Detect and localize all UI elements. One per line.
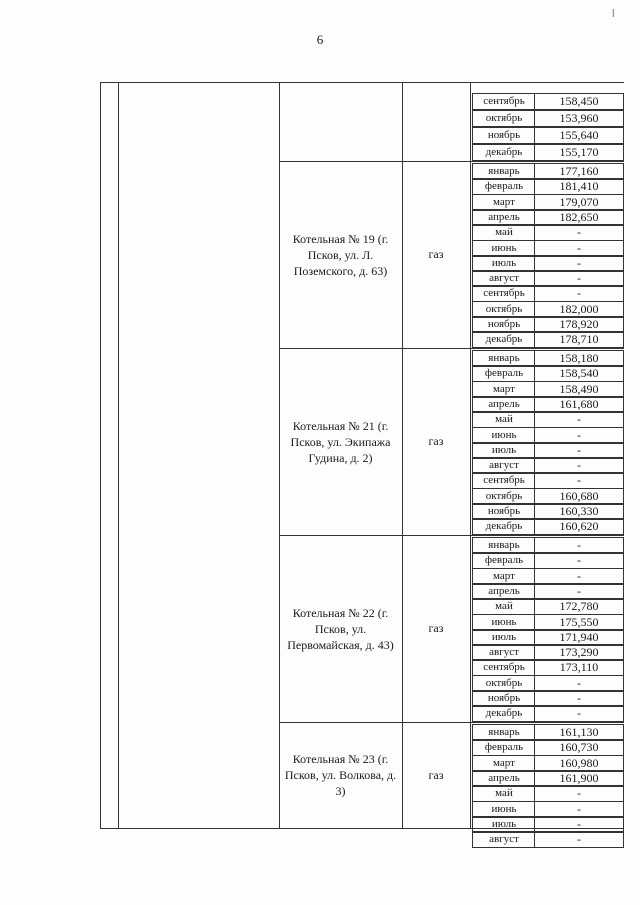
month-cell: февраль [472,178,535,195]
table-row [470,724,624,740]
value-cell: 171,940 [534,629,624,646]
table-row [470,690,624,706]
value-cell: - [534,224,624,241]
value-cell: - [534,537,624,554]
table-row [470,396,624,412]
table-row [470,93,624,109]
table-row [470,472,624,488]
month-cell: февраль [472,739,535,756]
value-cell: 173,110 [534,659,624,676]
month-cell: май [472,411,535,428]
value-cell: 160,730 [534,739,624,756]
value-cell: - [534,675,624,692]
month-cell: январь [472,537,535,554]
value-cell: - [534,568,624,585]
month-cell: апрель [472,770,535,787]
month-cell: август [472,644,535,661]
value-cell: 178,710 [534,331,624,348]
table-row [470,785,624,801]
value-cell: 181,410 [534,178,624,195]
fuel-type: газ [428,621,444,635]
value-cell: - [534,442,624,459]
value-cell: 173,290 [534,644,624,661]
value-cell: - [534,816,624,833]
value-cell: 182,650 [534,209,624,226]
value-cell: 155,170 [534,144,624,161]
fuel-type [402,83,470,161]
value-cell: 172,780 [534,598,624,615]
table-row [470,127,624,143]
table-row [470,350,624,366]
table-row [470,316,624,332]
month-cell: апрель [472,396,535,413]
boiler-section [279,722,624,847]
month-cell: апрель [472,209,535,226]
value-cell: 158,540 [534,365,624,382]
month-cell: август [472,270,535,287]
month-cell: сентябрь [472,93,535,110]
month-cell: март [472,755,535,772]
month-cell: август [472,831,535,848]
boiler-section [279,535,624,722]
value-cell: 160,620 [534,518,624,535]
boiler-name: Котельная № 23 (г. Псков, ул. Волкова, д. 3) [284,752,397,798]
month-cell: сентябрь [472,472,535,489]
month-cell: февраль [472,552,535,569]
table-row [470,427,624,443]
table-row [470,598,624,614]
table-row [470,381,624,397]
month-cell: ноябрь [472,316,535,333]
month-cell: май [472,598,535,615]
table-row [470,194,624,210]
month-cell: март [472,568,535,585]
table-row [470,411,624,427]
table-row [470,755,624,771]
table-row [470,365,624,381]
table-column-divider [118,83,119,828]
table-row [470,537,624,553]
value-cell: - [534,457,624,474]
month-cell: ноябрь [472,690,535,707]
value-cell: 155,640 [534,127,624,144]
table-row [470,552,624,568]
boiler-name: Котельная № 19 (г. Псков, ул. Л. Поземского, д. 63) [292,231,389,278]
value-cell: 182,000 [534,301,624,318]
page-number: 6 [316,32,324,47]
table-row [470,301,624,317]
value-cell: - [534,411,624,428]
month-cell: сентябрь [472,659,535,676]
month-cell: июнь [472,614,535,631]
boiler-name: Котельная № 22 (г. Псков, ул. Первомайская, д. 43) [287,605,394,652]
table-row [470,568,624,584]
month-cell: сентябрь [472,285,535,302]
value-cell: - [534,690,624,707]
month-cell: август [472,457,535,474]
table-row [470,816,624,832]
month-cell: октябрь [472,110,535,127]
table-row [470,163,624,179]
table-row [470,255,624,271]
value-cell: 161,680 [534,396,624,413]
table-row [470,224,624,240]
table-row [470,801,624,817]
boiler-section [279,83,624,161]
month-cell: апрель [472,583,535,600]
month-cell: декабрь [472,331,535,348]
boiler-section [279,348,624,535]
table-row [470,675,624,691]
month-cell: июнь [472,801,535,818]
boiler-table [100,82,624,847]
month-cell: ноябрь [472,127,535,144]
value-cell: 153,960 [534,110,624,127]
month-cell: октябрь [472,675,535,692]
fuel-type: газ [428,434,444,448]
month-cell: октябрь [472,488,535,505]
boiler-name: Котельная № 21 (г. Псков, ул. Экипажа Гудина, д. 2) [290,418,391,465]
table-row [470,488,624,504]
value-cell: 175,550 [534,614,624,631]
value-cell: 161,900 [534,770,624,787]
boiler-name [279,83,402,161]
month-cell: январь [472,724,535,741]
value-cell: 160,680 [534,488,624,505]
month-cell: июль [472,255,535,272]
boiler-section [279,161,624,348]
month-cell: декабрь [472,518,535,535]
value-cell: - [534,705,624,722]
corner-mark: ǀ [612,6,615,20]
value-cell: 179,070 [534,194,624,211]
month-cell: декабрь [472,144,535,161]
table-row [470,614,624,630]
table-row [470,503,624,519]
value-cell: - [534,270,624,287]
month-cell: март [472,194,535,211]
table-row [470,705,624,721]
month-cell: ноябрь [472,503,535,520]
value-cell: 158,490 [534,381,624,398]
value-cell: - [534,240,624,257]
month-cell: июнь [472,240,535,257]
value-cell: - [534,285,624,302]
fuel-type: газ [428,767,444,782]
value-cell: - [534,785,624,802]
month-cell: октябрь [472,301,535,318]
table-row [470,644,624,660]
table-row [470,240,624,256]
fuel-type: газ [428,247,444,261]
table-row [470,457,624,473]
table-row [470,285,624,301]
value-cell: - [534,552,624,569]
table-row [470,442,624,458]
month-cell: май [472,785,535,802]
month-cell: июль [472,629,535,646]
table-row [470,110,624,126]
value-cell: 158,180 [534,350,624,367]
month-cell: июль [472,816,535,833]
table-row [470,831,624,847]
table-row [470,270,624,286]
value-cell: 160,330 [534,503,624,520]
month-cell: май [472,224,535,241]
month-cell: январь [472,163,535,180]
month-cell: декабрь [472,705,535,722]
month-cell: февраль [472,365,535,382]
table-row [470,739,624,755]
value-cell: - [534,255,624,272]
table-row [470,209,624,225]
value-cell: - [534,472,624,489]
month-cell: январь [472,350,535,367]
month-cell: июнь [472,427,535,444]
month-cell: март [472,381,535,398]
value-cell: - [534,427,624,444]
value-cell: 177,160 [534,163,624,180]
value-cell: 158,450 [534,93,624,110]
value-cell: 160,980 [534,755,624,772]
table-row [470,178,624,194]
table-row [470,583,624,599]
table-row [470,629,624,645]
table-row [470,659,624,675]
month-cell: июль [472,442,535,459]
value-cell: - [534,831,624,848]
table-row [470,770,624,786]
value-cell: - [534,801,624,818]
table-row [470,331,624,347]
value-cell: 161,130 [534,724,624,741]
table-row [470,144,624,160]
value-cell: - [534,583,624,600]
table-row [470,518,624,534]
value-cell: 178,920 [534,316,624,333]
